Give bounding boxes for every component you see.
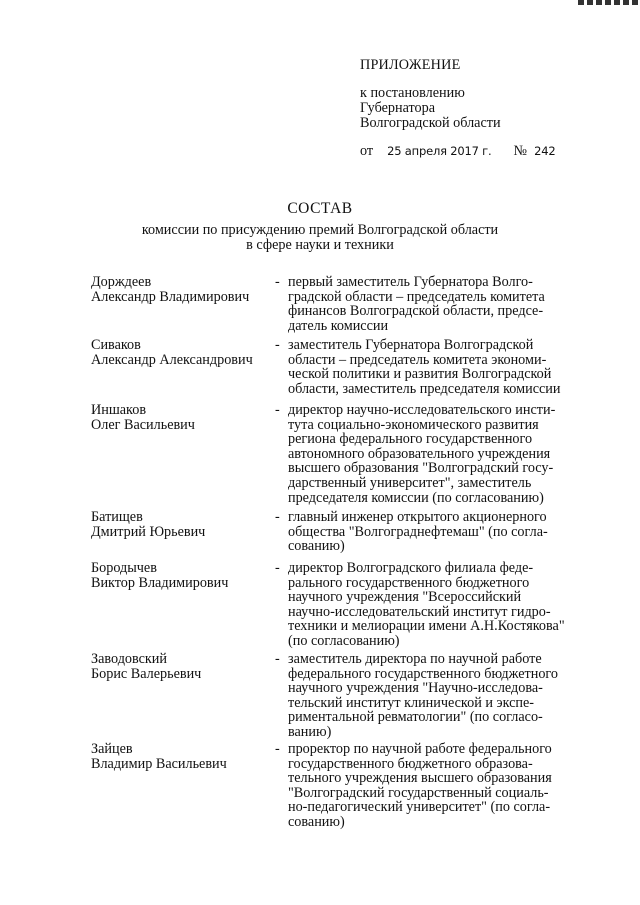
role-line: дарственный университет", заместитель (288, 474, 532, 491)
role-line: региона федерального государственного (288, 431, 533, 448)
role-line: но-педагогический университет" (по согла- (288, 799, 551, 816)
role-line: общества "Волгограднефтемаш" (по согла- (288, 523, 548, 540)
role-line: рального государственного бюджетного (288, 574, 530, 591)
role-line: сованию) (288, 538, 345, 555)
role-line: главный инженер открытого акционерного (288, 509, 547, 525)
role-line: первый заместитель Губернатора Волго- (288, 274, 533, 290)
appendix-line: Губернатора (360, 100, 436, 116)
role-line: научного учреждения "Всероссийский (288, 589, 522, 606)
role-line: (по согласованию) (288, 632, 400, 649)
from-label: от (360, 143, 374, 159)
role-line: директор Волгоградского филиала феде- (288, 560, 534, 576)
member-name (91, 742, 271, 771)
member-role (288, 510, 571, 554)
member-surname: Батищев (91, 509, 143, 525)
appendix-line: Волгоградской области (360, 115, 501, 131)
number-sign: № (513, 143, 528, 159)
subtitle-line: комиссии по присуждению премий Волгоградской области (141, 222, 499, 238)
role-line: высшего образования "Волгоградский госу- (288, 460, 554, 477)
member-name (91, 652, 271, 681)
member-role (288, 742, 571, 830)
member-role (288, 275, 571, 333)
member-role (288, 338, 571, 396)
appendix-title: ПРИЛОЖЕНИЕ (360, 57, 461, 73)
member-dash: - (275, 402, 280, 418)
member-given-names: Владимир Васильевич (91, 755, 227, 772)
document-subtitle (0, 223, 640, 252)
member-given-names: Александр Владимирович (91, 288, 250, 305)
member-name (91, 338, 271, 367)
member-given-names: Олег Васильевич (91, 416, 195, 433)
member-surname: Зайцев (91, 741, 133, 757)
member-given-names: Виктор Владимирович (91, 574, 229, 591)
appendix-date-line (360, 144, 600, 159)
role-line: ванию) (288, 723, 332, 740)
role-line: научного учреждения "Научно-исследова- (288, 680, 543, 697)
member-name (91, 561, 271, 590)
role-line: тельного учреждения высшего образования (288, 770, 552, 787)
member-given-names: Дмитрий Юрьевич (91, 523, 206, 540)
member-surname: Дорждеев (91, 274, 152, 290)
role-line: области, заместитель председателя комиссии (288, 380, 561, 397)
role-line: директор научно-исследовательского инсти- (288, 402, 556, 418)
member-name (91, 275, 271, 304)
member-dash: - (275, 560, 280, 576)
role-line: риментальной ревматологии" (по согласо- (288, 709, 543, 726)
role-line: ческой политики и развития Волгоградской (288, 366, 552, 383)
role-line: тельский институт клинической и экспе- (288, 694, 535, 711)
member-surname: Сиваков (91, 337, 141, 353)
role-line: сованию) (288, 813, 345, 830)
member-dash: - (275, 741, 280, 757)
role-line: тута социально-экономического развития (288, 416, 539, 433)
member-surname: Заводовский (91, 651, 167, 667)
member-surname: Иншаков (91, 402, 147, 418)
role-line: области – председатель комитета экономи- (288, 351, 547, 368)
resolution-date: 25 апреля 2017 г. (387, 144, 492, 158)
role-line: автономного образовательного учреждения (288, 445, 551, 462)
role-line: "Волгоградский государственный социаль- (288, 784, 549, 801)
role-line: градской области – председатель комитета (288, 288, 545, 305)
role-line: председателя комиссии (по согласованию) (288, 489, 544, 506)
role-line: государственного бюджетного образова- (288, 755, 533, 772)
role-line: научно-исследовательский институт гидро- (288, 603, 551, 620)
member-dash: - (275, 337, 280, 353)
member-name (91, 403, 271, 432)
role-line: датель комиссии (288, 317, 389, 334)
member-dash: - (275, 509, 280, 525)
resolution-number: 242 (534, 144, 556, 158)
member-name (91, 510, 271, 539)
member-surname: Бородычев (91, 560, 157, 576)
member-role (288, 403, 571, 505)
member-given-names: Борис Валерьевич (91, 665, 202, 682)
role-line: финансов Волгоградской области, предсе- (288, 303, 544, 320)
role-line: федерального государственного бюджетного (288, 665, 558, 682)
document-title: СОСТАВ (287, 200, 353, 217)
member-role (288, 652, 571, 740)
role-line: заместитель директора по научной работе (288, 651, 542, 667)
role-line: заместитель Губернатора Волгоградской (288, 337, 534, 353)
role-line: проректор по научной работе федерального (288, 741, 552, 757)
subtitle-line: в сфере науки и техники (246, 236, 394, 253)
member-dash: - (275, 274, 280, 290)
member-role (288, 561, 571, 649)
appendix-line: к постановлению (360, 85, 465, 101)
member-given-names: Александр Александрович (91, 351, 253, 368)
scan-corner-mark (578, 0, 640, 5)
member-dash: - (275, 651, 280, 667)
role-line: техники и мелиорации имени А.Н.Костякова" (288, 618, 565, 635)
appendix-block (360, 58, 600, 159)
